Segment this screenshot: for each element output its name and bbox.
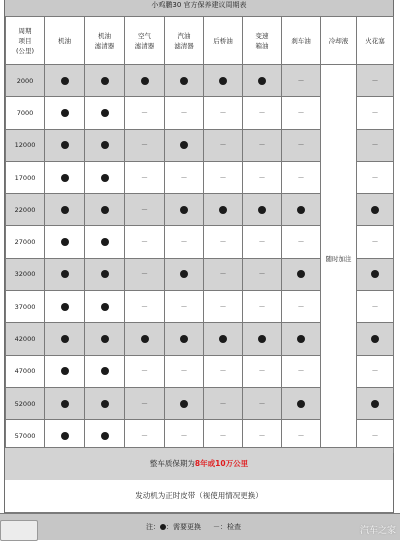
cell-spark-plug <box>357 226 394 258</box>
cell-engine-oil <box>45 226 85 258</box>
replace-dot-icon <box>180 206 188 214</box>
cell-fuel-filter <box>165 323 204 355</box>
check-dash-icon: － <box>297 76 305 85</box>
header-cycle-line3: (公里) <box>15 46 35 55</box>
replace-dot-icon <box>101 77 109 85</box>
cell-oil-filter <box>85 387 125 419</box>
check-dash-icon: － <box>258 302 266 311</box>
check-dash-icon: － <box>180 302 188 311</box>
cell-brake-fluid <box>282 291 321 323</box>
legend-check-text: ：检查 <box>220 523 241 531</box>
replace-dot-icon <box>101 141 109 149</box>
check-dash-icon: － <box>258 108 266 117</box>
header-row <box>6 17 394 65</box>
cell-spark-plug <box>357 355 394 387</box>
cell-oil-filter <box>85 323 125 355</box>
check-dash-icon: － <box>141 108 148 117</box>
check-dash-icon: － <box>141 431 148 440</box>
replace-dot-icon <box>297 335 305 343</box>
replace-dot-icon <box>258 335 266 343</box>
cell-fuel-filter <box>165 161 204 193</box>
check-dash-icon: － <box>258 238 266 247</box>
cell-oil-filter <box>85 161 125 193</box>
cell-spark-plug <box>357 387 394 419</box>
legend <box>146 522 241 532</box>
cell-rear-axle-oil <box>204 258 243 290</box>
replace-dot-icon <box>101 174 109 182</box>
check-dash-icon: － <box>180 367 188 376</box>
cell-spark-plug <box>357 258 394 290</box>
replace-dot-icon <box>61 400 69 408</box>
cell-engine-oil <box>45 65 85 97</box>
check-dash-icon: － <box>219 302 227 311</box>
replace-dot-icon <box>101 432 109 440</box>
cell-spark-plug <box>357 97 394 129</box>
replace-dot-icon <box>101 303 109 311</box>
replace-dot-icon <box>61 238 69 246</box>
header-brake-fluid: 刹车油 <box>282 17 321 65</box>
replace-dot-icon <box>219 335 227 343</box>
replace-dot-icon <box>141 77 149 85</box>
cell-oil-filter <box>85 258 125 290</box>
header-gearbox-oil <box>243 17 282 65</box>
replace-dot-icon <box>180 77 188 85</box>
row-km-label: 52000 <box>6 387 45 419</box>
cell-air-filter <box>125 194 165 226</box>
header-oil-filter-line1: 机油 <box>98 31 111 40</box>
check-dash-icon: － <box>219 270 227 279</box>
check-dash-icon: － <box>297 302 305 311</box>
replace-dot-icon <box>61 206 69 214</box>
cell-oil-filter <box>85 65 125 97</box>
row-km-label: 32000 <box>6 258 45 290</box>
row-km-label: 47000 <box>6 355 45 387</box>
cell-engine-oil <box>45 258 85 290</box>
cell-gearbox-oil <box>243 258 282 290</box>
cell-gearbox-oil <box>243 226 282 258</box>
cell-air-filter <box>125 97 165 129</box>
header-rear-axle-oil: 后桥油 <box>204 17 243 65</box>
cell-spark-plug <box>357 323 394 355</box>
replace-dot-icon <box>101 335 109 343</box>
cell-engine-oil <box>45 355 85 387</box>
cell-engine-oil <box>45 323 85 355</box>
check-dash-icon: － <box>371 173 379 182</box>
cell-brake-fluid <box>282 161 321 193</box>
replace-dot-icon <box>371 335 379 343</box>
row-km-label: 37000 <box>6 291 45 323</box>
cell-air-filter <box>125 65 165 97</box>
cell-rear-axle-oil <box>204 194 243 226</box>
cell-fuel-filter <box>165 355 204 387</box>
header-oil-filter <box>85 17 125 65</box>
cell-brake-fluid <box>282 226 321 258</box>
replace-dot-icon <box>61 270 69 278</box>
cell-gearbox-oil <box>243 65 282 97</box>
check-dash-icon: － <box>219 108 227 117</box>
check-dash-icon: － <box>371 431 379 440</box>
coolant-cell: 随时加注 <box>321 65 357 453</box>
header-spark-plug: 火花塞 <box>357 17 394 65</box>
warranty-note-prefix: 整车质保期为 <box>149 459 195 468</box>
legend-bar <box>0 513 400 540</box>
cell-air-filter <box>125 323 165 355</box>
check-dash-icon: － <box>258 270 266 279</box>
replace-dot-icon <box>297 270 305 278</box>
cell-rear-axle-oil <box>204 226 243 258</box>
table-row <box>6 65 394 97</box>
check-dash-icon: － <box>371 108 379 117</box>
cell-brake-fluid <box>282 355 321 387</box>
cell-rear-axle-oil <box>204 291 243 323</box>
check-dash-icon: － <box>297 238 305 247</box>
check-dash-icon: － <box>141 302 148 311</box>
row-km-label: 22000 <box>6 194 45 226</box>
check-dash-icon: － <box>258 173 266 182</box>
cell-rear-axle-oil <box>204 65 243 97</box>
header-cycle-line1: 周期 <box>18 26 32 35</box>
cell-gearbox-oil <box>243 355 282 387</box>
row-km-label: 27000 <box>6 226 45 258</box>
check-dash-icon: － <box>180 238 188 247</box>
header-fuel-filter <box>165 17 204 65</box>
warranty-note <box>5 447 393 481</box>
check-dash-icon: － <box>219 399 227 408</box>
cell-fuel-filter <box>165 226 204 258</box>
cell-air-filter <box>125 291 165 323</box>
replace-dot-icon <box>61 432 69 440</box>
replace-dot-icon <box>101 109 109 117</box>
cell-rear-axle-oil <box>204 355 243 387</box>
replace-dot-icon <box>180 335 188 343</box>
check-dash-icon: － <box>371 76 379 85</box>
cell-fuel-filter <box>165 387 204 419</box>
cell-gearbox-oil <box>243 161 282 193</box>
replace-dot-icon <box>219 77 227 85</box>
check-dash-icon: － <box>141 399 148 408</box>
cell-spark-plug <box>357 291 394 323</box>
cell-gearbox-oil <box>243 323 282 355</box>
cell-brake-fluid <box>282 387 321 419</box>
replace-dot-icon <box>297 400 305 408</box>
check-dash-icon: － <box>258 367 266 376</box>
cell-oil-filter <box>85 194 125 226</box>
cell-rear-axle-oil <box>204 129 243 161</box>
replace-dot-icon <box>61 109 69 117</box>
check-dash-icon: － <box>297 141 305 150</box>
check-dash-icon: － <box>141 141 148 150</box>
check-dash-icon: － <box>371 141 379 150</box>
row-km-label: 17000 <box>6 161 45 193</box>
check-dash-icon: － <box>219 431 227 440</box>
cell-fuel-filter <box>165 97 204 129</box>
cell-fuel-filter <box>165 65 204 97</box>
cell-spark-plug <box>357 129 394 161</box>
cell-spark-plug <box>357 161 394 193</box>
header-air-filter-line2: 滤清器 <box>134 41 155 50</box>
cell-air-filter <box>125 355 165 387</box>
check-dash-icon: － <box>371 238 379 247</box>
warranty-note-highlight: 8年或10万公里 <box>194 459 249 468</box>
cell-rear-axle-oil <box>204 161 243 193</box>
header-fuel-filter-line1: 汽油 <box>177 31 191 40</box>
cell-oil-filter <box>85 355 125 387</box>
cell-gearbox-oil <box>243 194 282 226</box>
check-dash-icon: － <box>141 205 148 214</box>
replace-dot-icon <box>61 77 69 85</box>
replace-dot-icon <box>101 206 109 214</box>
schedule-title: 小鸡鹏30 官方保养建议周期表 <box>5 0 393 17</box>
check-dash-icon: － <box>258 141 266 150</box>
check-dash-icon: － <box>371 302 379 311</box>
replace-dot-icon <box>61 335 69 343</box>
row-km-label: 7000 <box>6 97 45 129</box>
cell-oil-filter <box>85 97 125 129</box>
cell-fuel-filter <box>165 129 204 161</box>
header-cycle-line2: 项目 <box>18 36 32 45</box>
check-dash-icon: － <box>297 367 305 376</box>
page-corner-box <box>0 520 38 541</box>
cell-air-filter <box>125 129 165 161</box>
cell-gearbox-oil <box>243 291 282 323</box>
check-dash-icon: － <box>297 108 305 117</box>
replace-dot-icon <box>371 206 379 214</box>
cell-spark-plug <box>357 65 394 97</box>
check-dash-icon: － <box>297 431 305 440</box>
cell-air-filter <box>125 258 165 290</box>
header-cycle <box>6 17 45 65</box>
cell-gearbox-oil <box>243 129 282 161</box>
replace-dot-icon <box>297 206 305 214</box>
check-dash-icon: － <box>180 431 188 440</box>
cell-gearbox-oil <box>243 387 282 419</box>
replace-dot-icon <box>180 270 188 278</box>
timing-belt-note: 发动机为正时皮带（视使用情况更换） <box>5 480 393 513</box>
cell-rear-axle-oil <box>204 387 243 419</box>
cell-fuel-filter <box>165 258 204 290</box>
cell-engine-oil <box>45 387 85 419</box>
header-oil-filter-line2: 滤清器 <box>94 41 115 50</box>
header-air-filter-line1: 空气 <box>138 31 151 40</box>
table-body <box>6 65 394 453</box>
watermark-logo: 汽车之家 <box>359 526 396 536</box>
row-km-label: 57000 <box>6 420 45 452</box>
cell-oil-filter <box>85 291 125 323</box>
cell-brake-fluid <box>282 258 321 290</box>
legend-prefix: 注： <box>146 523 160 531</box>
cell-fuel-filter <box>165 194 204 226</box>
cell-engine-oil <box>45 97 85 129</box>
check-dash-icon: － <box>141 367 148 376</box>
check-dash-icon: － <box>141 173 148 182</box>
check-dash-icon: － <box>219 367 227 376</box>
replace-dot-icon <box>371 270 379 278</box>
replace-dot-icon <box>180 400 188 408</box>
replace-dot-icon <box>180 141 188 149</box>
cell-oil-filter <box>85 226 125 258</box>
header-engine-oil: 机油 <box>45 17 85 65</box>
cell-engine-oil <box>45 194 85 226</box>
cell-air-filter <box>125 387 165 419</box>
legend-replace-text: ：需要更换 <box>166 523 201 531</box>
cell-engine-oil <box>45 291 85 323</box>
replace-dot-icon <box>101 400 109 408</box>
maintenance-schedule-sheet <box>4 0 394 520</box>
header-fuel-filter-line2: 滤清器 <box>174 41 194 50</box>
replace-dot-icon <box>219 206 227 214</box>
cell-spark-plug <box>357 194 394 226</box>
cell-brake-fluid <box>282 65 321 97</box>
cell-engine-oil <box>45 161 85 193</box>
check-dash-icon: － <box>258 431 266 440</box>
replace-dot-icon <box>61 367 69 375</box>
cell-rear-axle-oil <box>204 97 243 129</box>
header-coolant: 冷却液 <box>321 17 357 65</box>
cell-engine-oil <box>45 129 85 161</box>
cell-air-filter <box>125 226 165 258</box>
replace-dot-icon <box>371 400 379 408</box>
check-dash-icon: － <box>219 238 227 247</box>
replace-dot-icon <box>101 367 109 375</box>
check-dash-icon: － <box>297 173 305 182</box>
check-dash-icon: － <box>371 367 379 376</box>
replace-dot-icon <box>61 174 69 182</box>
cell-brake-fluid <box>282 194 321 226</box>
replace-dot-icon <box>141 335 149 343</box>
header-gearbox-oil-line2: 箱油 <box>255 41 269 50</box>
check-dash-icon: － <box>141 238 148 247</box>
replace-dot-icon <box>258 77 266 85</box>
replace-dot-icon <box>61 141 69 149</box>
header-air-filter <box>125 17 165 65</box>
cell-brake-fluid <box>282 97 321 129</box>
row-km-label: 12000 <box>6 129 45 161</box>
check-dash-icon: － <box>180 108 188 117</box>
replace-dot-icon <box>258 206 266 214</box>
cell-air-filter <box>125 161 165 193</box>
maintenance-table <box>5 16 394 453</box>
cell-rear-axle-oil <box>204 323 243 355</box>
check-dash-icon: － <box>219 141 227 150</box>
cell-oil-filter <box>85 129 125 161</box>
row-km-label: 2000 <box>6 65 45 97</box>
check-dash-icon: － <box>219 173 227 182</box>
header-gearbox-oil-line1: 变速 <box>255 31 269 40</box>
check-dash-icon: － <box>141 270 148 279</box>
replace-dot-icon <box>101 238 109 246</box>
cell-gearbox-oil <box>243 97 282 129</box>
check-dash-icon: － <box>180 173 188 182</box>
replace-dot-icon <box>61 303 69 311</box>
cell-brake-fluid <box>282 129 321 161</box>
cell-brake-fluid <box>282 323 321 355</box>
legend-dash-symbol: － <box>213 523 220 531</box>
check-dash-icon: － <box>258 399 266 408</box>
cell-fuel-filter <box>165 291 204 323</box>
replace-dot-icon <box>101 270 109 278</box>
row-km-label: 42000 <box>6 323 45 355</box>
